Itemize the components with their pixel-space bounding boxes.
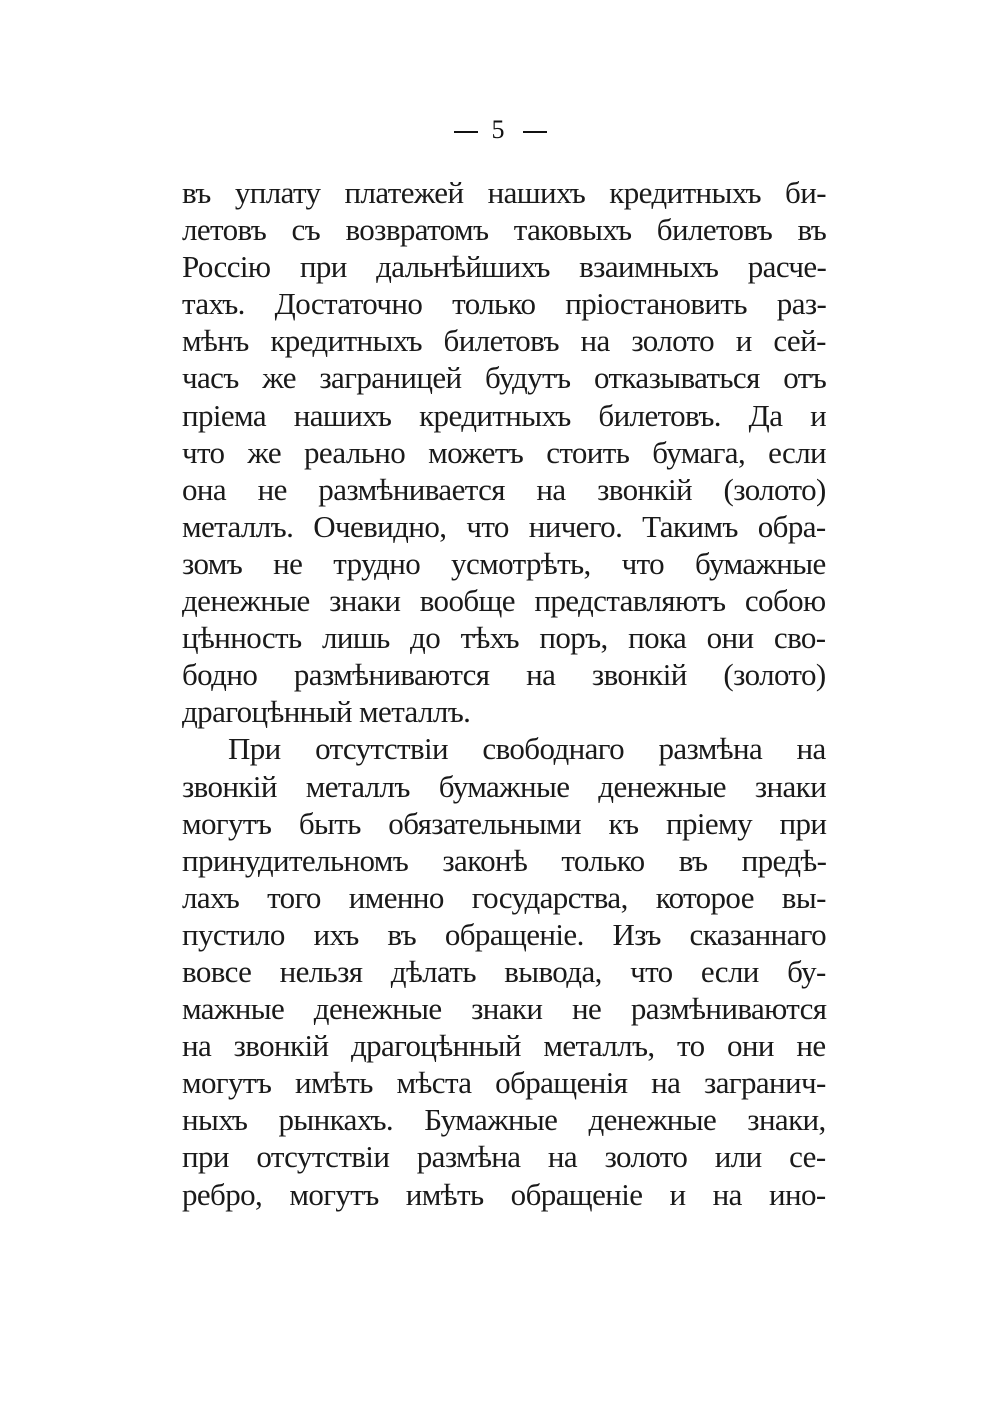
- text-line: При отсутствіи свободнаго размѣна на: [228, 731, 826, 767]
- page-number-dash-right: [523, 131, 547, 133]
- page-number-dash-left: [454, 131, 478, 133]
- text-line: тахъ. Достаточно только пріостановить раз-: [182, 286, 827, 322]
- text-line: ребро, могутъ имѣть обращеніе и на ино-: [182, 1176, 826, 1212]
- text-line: денежные знаки вообще представляютъ собою: [182, 583, 826, 619]
- text-line: въ уплату платежей нашихъ кредитныхъ би-: [182, 175, 826, 210]
- text-line: металлъ. Очевидно, что ничего. Такимъ обра-: [182, 508, 826, 544]
- text-line: принудительномъ законѣ только въ предѣ-: [182, 842, 827, 878]
- text-line: зомъ не трудно усмотрѣть, что бумажные: [182, 545, 826, 581]
- page-number: [0, 112, 1000, 148]
- text-line: лахъ того именно государства, которое вы-: [182, 879, 826, 915]
- text-line: вовсе нельзя дѣлать вывода, что если бу-: [182, 953, 826, 989]
- text-line: цѣнность лишь до тѣхъ поръ, пока они сво-: [182, 620, 826, 656]
- text-line: пустило ихъ въ обращеніе. Изъ сказаннаго: [182, 916, 827, 952]
- text-line: пріема нашихъ кредитныхъ билетовъ. Да и: [182, 397, 827, 433]
- text-line: при отсутствіи размѣна на золото или се-: [182, 1139, 826, 1175]
- text-line: драгоцѣнный металлъ.: [182, 694, 471, 730]
- text-line: бодно размѣниваются на звонкій (золото): [182, 657, 826, 693]
- text-line: звонкій металлъ бумажные денежные знаки: [182, 768, 827, 804]
- text-line: на звонкій драгоцѣнный металлъ, то они не: [182, 1028, 826, 1064]
- text-line: часъ же заграницей будутъ отказываться отъ: [182, 360, 827, 396]
- page-number-value: 5: [491, 115, 509, 144]
- text-line: могутъ быть обязательными къ пріему при: [182, 805, 827, 841]
- text-line: мѣнъ кредитныхъ билетовъ на золото и сей-: [182, 323, 826, 359]
- text-line: Россію при дальнѣйшихъ взаимныхъ расче-: [182, 249, 827, 285]
- text-line: что же реально можетъ стоить бумага, если: [182, 434, 827, 470]
- body-text: [182, 174, 826, 1213]
- text-line: она не размѣнивается на звонкій (золото): [182, 471, 826, 507]
- text-line: могутъ имѣть мѣста обращенія на загранич-: [182, 1065, 826, 1101]
- text-line: ныхъ рынкахъ. Бумажные денежные знаки,: [182, 1102, 826, 1138]
- text-line: мажные денежные знаки не размѣниваются: [182, 991, 827, 1027]
- text-line: летовъ съ возвратомъ таковыхъ билетовъ въ: [182, 212, 827, 248]
